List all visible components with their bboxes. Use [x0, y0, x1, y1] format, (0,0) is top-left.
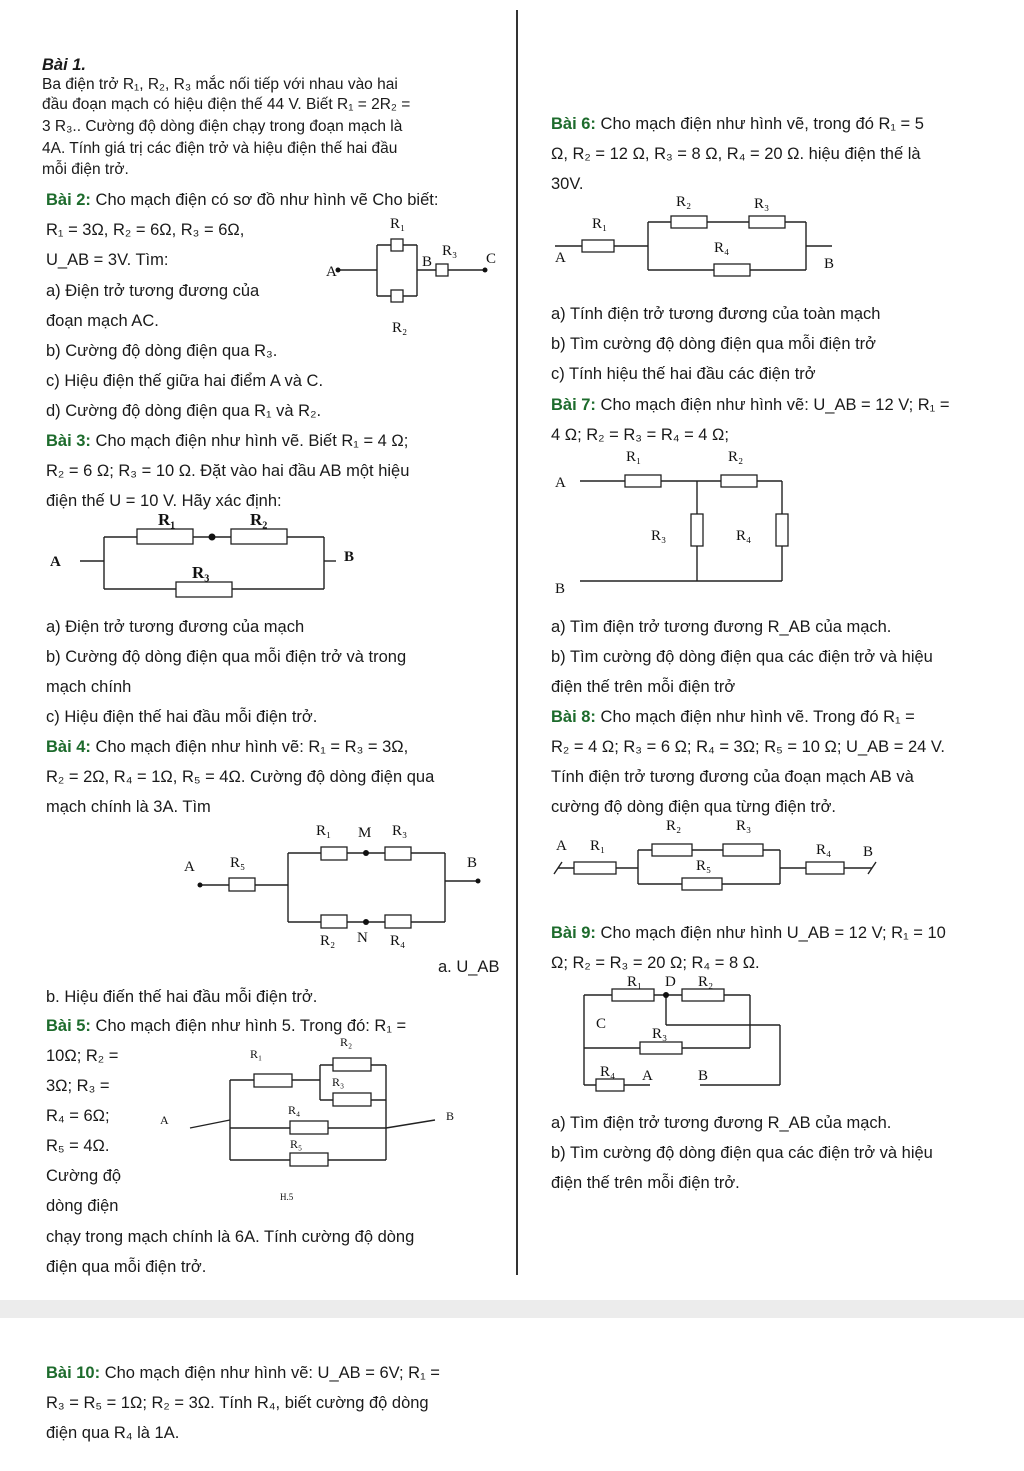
bai3-line-2: R₂ = 6 Ω; R₃ = 10 Ω. Đặt vào hai đầu AB một hiệu	[46, 462, 410, 480]
label-r2: R₂	[250, 510, 268, 529]
label-m: M	[358, 825, 372, 841]
label-a: A	[555, 475, 566, 491]
label-r4: R₄	[288, 1103, 301, 1117]
label-r1: R₁	[626, 449, 642, 465]
bai4-line-3: mạch chính là 3A. Tìm	[46, 798, 211, 816]
label-c: C	[596, 1016, 607, 1032]
bai9-question-b-cont: điện thế trên mỗi điện trở.	[551, 1174, 740, 1192]
label-a: A	[555, 250, 566, 266]
bai5-given: R₄ = 6Ω;	[46, 1107, 110, 1125]
bai7-circuit-diagram	[550, 445, 810, 600]
bai6-question-b: b) Tìm cường độ dòng điện qua mỗi điện trở	[551, 335, 876, 353]
resistor-r5	[290, 1153, 328, 1166]
bai2-question-c: c) Hiệu điện thế giữa hai điểm A và C.	[46, 372, 324, 390]
bai9-line-1: Cho mạch điện như hình U_AB = 12 V; R₁ = 10	[595, 924, 946, 942]
resistor-r5	[682, 878, 722, 890]
label-b: B	[422, 254, 433, 270]
node-a	[198, 883, 203, 888]
resistor-r3	[723, 844, 763, 856]
label-r5: R₅	[290, 1137, 303, 1151]
bai7-line-1: Cho mạch điện như hình vẽ: U_AB = 12 V; R₁ =	[595, 396, 950, 414]
label-r3: R₃	[651, 528, 667, 544]
label-b: B	[698, 1068, 709, 1084]
bai5-given: dòng điện	[46, 1197, 119, 1215]
resistor-r3	[436, 264, 448, 276]
bai6-line-1: Cho mạch điện như hình vẽ, trong đó R₁ = 5	[595, 115, 924, 133]
node-m	[363, 850, 369, 856]
resistor-r1	[391, 239, 403, 251]
bai1-line: mỗi điện trở.	[42, 161, 129, 178]
bai8-line-3: Tính điện trở tương đương của đoạn mạch AB và	[551, 768, 914, 786]
label-r1: R₁	[316, 823, 332, 839]
resistor-r1	[321, 847, 347, 860]
bai8-line	[551, 707, 915, 727]
label-r2: R₂	[728, 449, 744, 465]
label-r3: R₃	[332, 1075, 345, 1089]
bai9-question-a: a) Tìm điện trở tương đương R_AB của mạch.	[551, 1114, 892, 1132]
label-a: A	[160, 1113, 169, 1127]
label-a: A	[326, 264, 337, 280]
label-c: C	[486, 251, 497, 267]
label-r4: R₄	[736, 528, 752, 544]
resistor-r1	[574, 862, 616, 874]
resistor-r4	[806, 862, 844, 874]
resistor-r3	[691, 514, 703, 546]
label-r3: R₃	[442, 243, 458, 259]
bai2-heading: Bài 2:	[46, 191, 91, 209]
label-r2: R₂	[392, 320, 408, 336]
label-r2: R₂	[698, 974, 714, 990]
resistor-r2	[231, 529, 287, 544]
resistor-r3	[333, 1093, 371, 1106]
bai6-line	[551, 114, 924, 134]
bai3-circuit-diagram	[40, 505, 380, 605]
node-d	[663, 992, 669, 998]
bai5-line-1: Cho mạch điện như hình 5. Trong đó: R₁ =	[90, 1017, 407, 1035]
resistor-r1	[612, 989, 654, 1001]
label-r4: R₄	[600, 1064, 616, 1080]
resistor-r2	[391, 290, 403, 302]
bai9-line	[551, 923, 946, 943]
bai1-line: đầu đoạn mạch có hiệu điện thế 44 V. Biết R₁ = 2R₂ =	[42, 96, 411, 113]
bai10-line-2: R₃ = R₅ = 1Ω; R₂ = 3Ω. Tính R₄, biết cường độ dòng	[46, 1394, 429, 1412]
resistor-r4	[290, 1121, 328, 1134]
bai9-question-b: b) Tìm cường độ dòng điện qua các điện trở và hiệu	[551, 1144, 933, 1162]
label-r2: R₂	[676, 194, 692, 210]
resistor-r1	[582, 240, 614, 252]
label-a: A	[184, 859, 195, 875]
bai6-question-a: a) Tính điện trở tương đương của toàn mạch	[551, 305, 881, 323]
resistor-r4	[596, 1079, 624, 1091]
bai5-circuit-diagram	[150, 1030, 470, 1210]
bai2-intro: Cho mạch điện có sơ đồ như hình vẽ Cho biết:	[90, 191, 439, 209]
bai9-circuit-diagram	[560, 968, 800, 1093]
bai6-circuit-diagram	[550, 188, 850, 283]
bai10-heading: Bài 10:	[46, 1364, 101, 1382]
label-r3: R₃	[736, 818, 752, 834]
bai3-question-b: b) Cường độ dòng điện qua mỗi điện trở và trong	[46, 648, 407, 666]
bai2-question-a: a) Điện trở tương đương của	[46, 282, 260, 300]
label-r3: R₃	[192, 563, 210, 582]
bai5-heading: Bài 5:	[46, 1017, 91, 1035]
label-r2: R₂	[320, 933, 336, 949]
label-d: D	[665, 974, 676, 990]
bai2-question-a-cont: đoạn mạch AC.	[46, 312, 159, 330]
bai3-line-1: Cho mạch điện như hình vẽ. Biết R₁ = 4 Ω;	[90, 432, 409, 450]
resistor-r2	[682, 989, 724, 1001]
bai9-heading: Bài 9:	[551, 924, 596, 942]
bai4-circuit-diagram	[180, 815, 500, 955]
bai4-line-2: R₂ = 2Ω, R₄ = 1Ω, R₅ = 4Ω. Cường độ dòng điện qua	[46, 768, 435, 786]
resistor-r1	[254, 1074, 292, 1087]
label-r2: R₂	[666, 818, 682, 834]
bai1-line: 4A. Tính giá trị các điện trở và hiệu điện thế hai đầu	[42, 140, 398, 157]
bai10-line	[46, 1363, 440, 1383]
bai4-question-a: a. U_AB	[438, 958, 500, 976]
label-r5: R₅	[696, 858, 712, 874]
label-n: N	[357, 930, 368, 946]
label-r1: R₁	[390, 216, 406, 232]
bai1-title: Bài 1.	[42, 56, 87, 74]
bai9-line-2: Ω; R₂ = R₃ = 20 Ω; R₄ = 8 Ω.	[551, 954, 760, 972]
resistor-r3	[385, 847, 411, 860]
resistor-r4	[714, 264, 750, 276]
bai3-question-c: c) Hiệu điện thế hai đầu mỗi điện trở.	[46, 708, 318, 726]
resistor-r1	[137, 529, 193, 544]
label-r2: R₂	[340, 1035, 353, 1049]
label-r4: R₄	[390, 933, 406, 949]
bai5-line-2: chạy trong mạch chính là 6A. Tính cường độ dòng	[46, 1228, 415, 1246]
bai2-given-2: U_AB = 3V. Tìm:	[46, 251, 169, 269]
bai5-given: Cường độ	[46, 1167, 122, 1185]
bai5-given: 3Ω; R₃ =	[46, 1077, 110, 1095]
label-r3: R₃	[392, 823, 408, 839]
resistor-r5	[229, 878, 255, 891]
resistor-r2	[721, 475, 757, 487]
bai7-heading: Bài 7:	[551, 396, 596, 414]
bai8-circuit-diagram	[550, 812, 890, 892]
resistor-r1	[625, 475, 661, 487]
bai2-given-1: R₁ = 3Ω, R₂ = 6Ω, R₃ = 6Ω,	[46, 221, 245, 239]
bai7-question-b: b) Tìm cường độ dòng điện qua các điện trở và hiệu	[551, 648, 933, 666]
label-r5: R₅	[230, 855, 246, 871]
label-r1: R₁	[158, 510, 176, 529]
label-a: A	[642, 1068, 653, 1084]
bai8-line-4: cường độ dòng điện qua từng điện trở.	[551, 798, 837, 816]
bai3-line-3: điện thế U = 10 V. Hãy xác định:	[46, 492, 282, 510]
bai7-line	[551, 395, 949, 415]
bai2-question-d: d) Cường độ dòng điện qua R₁ và R₂.	[46, 402, 322, 420]
label-r4: R₄	[816, 842, 832, 858]
label-b: B	[467, 855, 478, 871]
bai7-question-a: a) Tìm điện trở tương đương R_AB của mạch.	[551, 618, 892, 636]
resistor-r2	[652, 844, 692, 856]
wire	[386, 1120, 435, 1128]
bai8-heading: Bài 8:	[551, 708, 596, 726]
resistor-r2	[671, 216, 707, 228]
junction-dot	[209, 534, 216, 541]
bai8-line-2: R₂ = 4 Ω; R₃ = 6 Ω; R₄ = 3Ω; R₅ = 10 Ω; U_AB = 24 V.	[551, 738, 945, 756]
column-divider	[516, 10, 518, 1275]
resistor-r4	[776, 514, 788, 546]
bai7-question-b-cont: điện thế trên mỗi điện trở	[551, 678, 736, 696]
label-r1: R₁	[592, 216, 608, 232]
bai4-heading: Bài 4:	[46, 738, 91, 756]
label-r1: R₁	[590, 838, 606, 854]
node-n	[363, 919, 369, 925]
bai6-question-c: c) Tính hiệu thế hai đầu các điện trở	[551, 365, 816, 383]
bai4-line	[46, 737, 408, 757]
bai2-circuit-diagram	[320, 208, 510, 343]
bai1-line: Ba điện trở R₁, R₂, R₃ mắc nối tiếp với nhau vào hai	[42, 76, 398, 93]
resistor-r3	[640, 1042, 682, 1054]
label-r1: R₁	[250, 1047, 263, 1061]
label-b: B	[555, 581, 566, 597]
label-r1: R₁	[627, 974, 643, 990]
page-sheet-2	[0, 1318, 1024, 1471]
label-r4: R₄	[714, 240, 730, 256]
bai3-line	[46, 431, 408, 451]
label-b: B	[863, 844, 874, 860]
node-c	[483, 268, 488, 273]
bai6-line-3: 30V.	[551, 175, 584, 193]
figure-caption: H.5	[280, 1192, 294, 1202]
bai4-line-1: Cho mạch điện như hình vẽ: R₁ = R₃ = 3Ω,	[90, 738, 409, 756]
bai10-line-3: điện qua R₄ là 1A.	[46, 1424, 180, 1442]
label-a: A	[50, 554, 61, 570]
label-a: A	[556, 838, 567, 854]
bai8-line-1: Cho mạch điện như hình vẽ. Trong đó R₁ =	[595, 708, 915, 726]
bai3-heading: Bài 3:	[46, 432, 91, 450]
bai3-question-b-cont: mạch chính	[46, 678, 132, 696]
label-b: B	[344, 549, 355, 565]
bai3-question-a: a) Điện trở tương đương của mạch	[46, 618, 305, 636]
wire	[190, 1120, 230, 1128]
node-b	[476, 879, 481, 884]
label-b: B	[446, 1109, 455, 1123]
resistor-r4	[385, 915, 411, 928]
bai4-question-b: b. Hiệu điến thế hai đầu mỗi điện trở.	[46, 988, 318, 1006]
resistor-r3	[176, 582, 232, 597]
bai5-given: 10Ω; R₂ =	[46, 1047, 119, 1065]
bai7-line-2: 4 Ω; R₂ = R₃ = R₄ = 4 Ω;	[551, 426, 729, 444]
label-r3: R₃	[652, 1026, 668, 1042]
bai1-line: 3 R₃.. Cường độ dòng điện chạy trong đoạn mạch là	[42, 118, 403, 135]
label-b: B	[824, 256, 835, 272]
bai5-given: R₅ = 4Ω.	[46, 1137, 110, 1155]
resistor-r3	[749, 216, 785, 228]
bai6-heading: Bài 6:	[551, 115, 596, 133]
bai2-intro-line	[46, 190, 438, 210]
resistor-r2	[333, 1058, 371, 1071]
bai10-line-1: Cho mạch điện như hình vẽ: U_AB = 6V; R₁ =	[100, 1364, 440, 1382]
resistor-r2	[321, 915, 347, 928]
bai5-line-3: điện qua mỗi điện trở.	[46, 1258, 207, 1276]
label-r3: R₃	[754, 196, 770, 212]
bai6-line-2: Ω, R₂ = 12 Ω, R₃ = 8 Ω, R₄ = 20 Ω. hiệu điện thế là	[551, 145, 921, 163]
bai2-question-b: b) Cường độ dòng điện qua R₃.	[46, 342, 278, 360]
